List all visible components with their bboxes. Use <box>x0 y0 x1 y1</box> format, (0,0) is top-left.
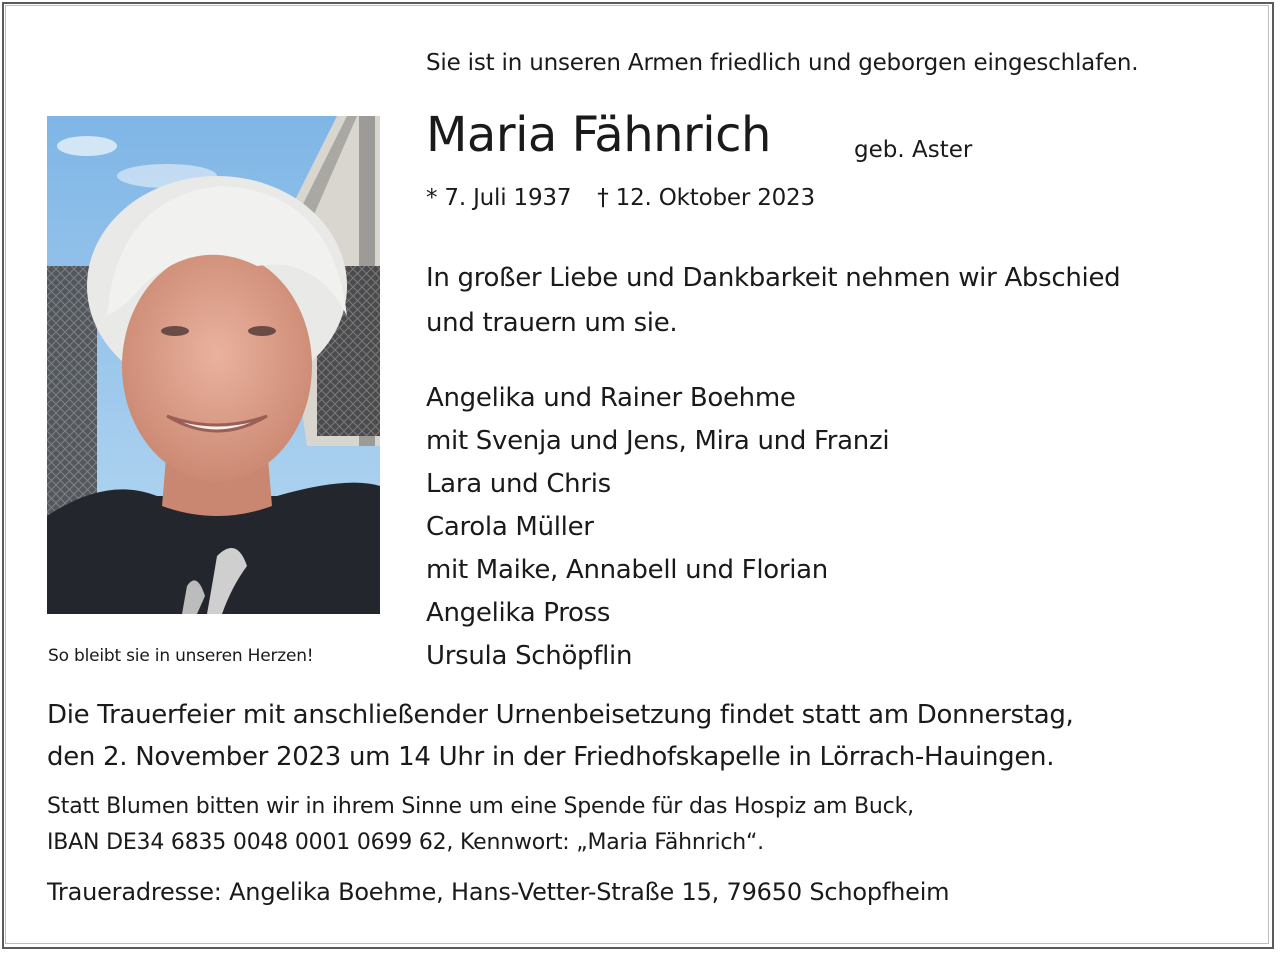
mourner-line: mit Svenja und Jens, Mira und Franzi <box>426 426 890 456</box>
mourner-line: Angelika und Rainer Boehme <box>426 383 796 413</box>
mourner-line: Angelika Pross <box>426 598 611 628</box>
ceremony-line: Die Trauerfeier mit anschließender Urnenbeisetzung findet statt am Donnerstag, <box>47 700 1074 730</box>
birth-date: * 7. Juli 1937 <box>426 185 572 211</box>
birth-name: geb. Aster <box>854 137 973 163</box>
donation-info <box>47 789 914 861</box>
portrait-photo <box>47 116 380 614</box>
ceremony-line: den 2. November 2023 um 14 Uhr in der Friedhofskapelle in Lörrach-Hauingen. <box>47 742 1055 772</box>
donation-line: IBAN DE34 6835 0048 0001 0699 62, Kennwort: „Maria Fähnrich“. <box>47 830 764 855</box>
deceased-name: Maria Fähnrich <box>426 107 771 163</box>
mourner-line: Ursula Schöpflin <box>426 641 633 671</box>
mourner-line: mit Maike, Annabell und Florian <box>426 555 828 585</box>
farewell-message <box>426 256 1120 346</box>
photo-caption: So bleibt sie in unseren Herzen! <box>48 646 314 666</box>
life-dates <box>426 185 815 211</box>
ceremony-info <box>47 694 1074 778</box>
intro-line: Sie ist in unseren Armen friedlich und geborgen eingeschlafen. <box>426 50 1139 76</box>
death-date: † 12. Oktober 2023 <box>597 185 815 211</box>
mourners-list <box>426 377 889 678</box>
message-line: und trauern um sie. <box>426 308 678 338</box>
message-line: In großer Liebe und Dankbarkeit nehmen wir Abschied <box>426 263 1121 293</box>
mourner-line: Lara und Chris <box>426 469 611 499</box>
mourning-address: Traueradresse: Angelika Boehme, Hans-Vetter-Straße 15, 79650 Schopfheim <box>47 878 950 906</box>
mourner-line: Carola Müller <box>426 512 594 542</box>
donation-line: Statt Blumen bitten wir in ihrem Sinne um eine Spende für das Hospiz am Buck, <box>47 794 914 819</box>
